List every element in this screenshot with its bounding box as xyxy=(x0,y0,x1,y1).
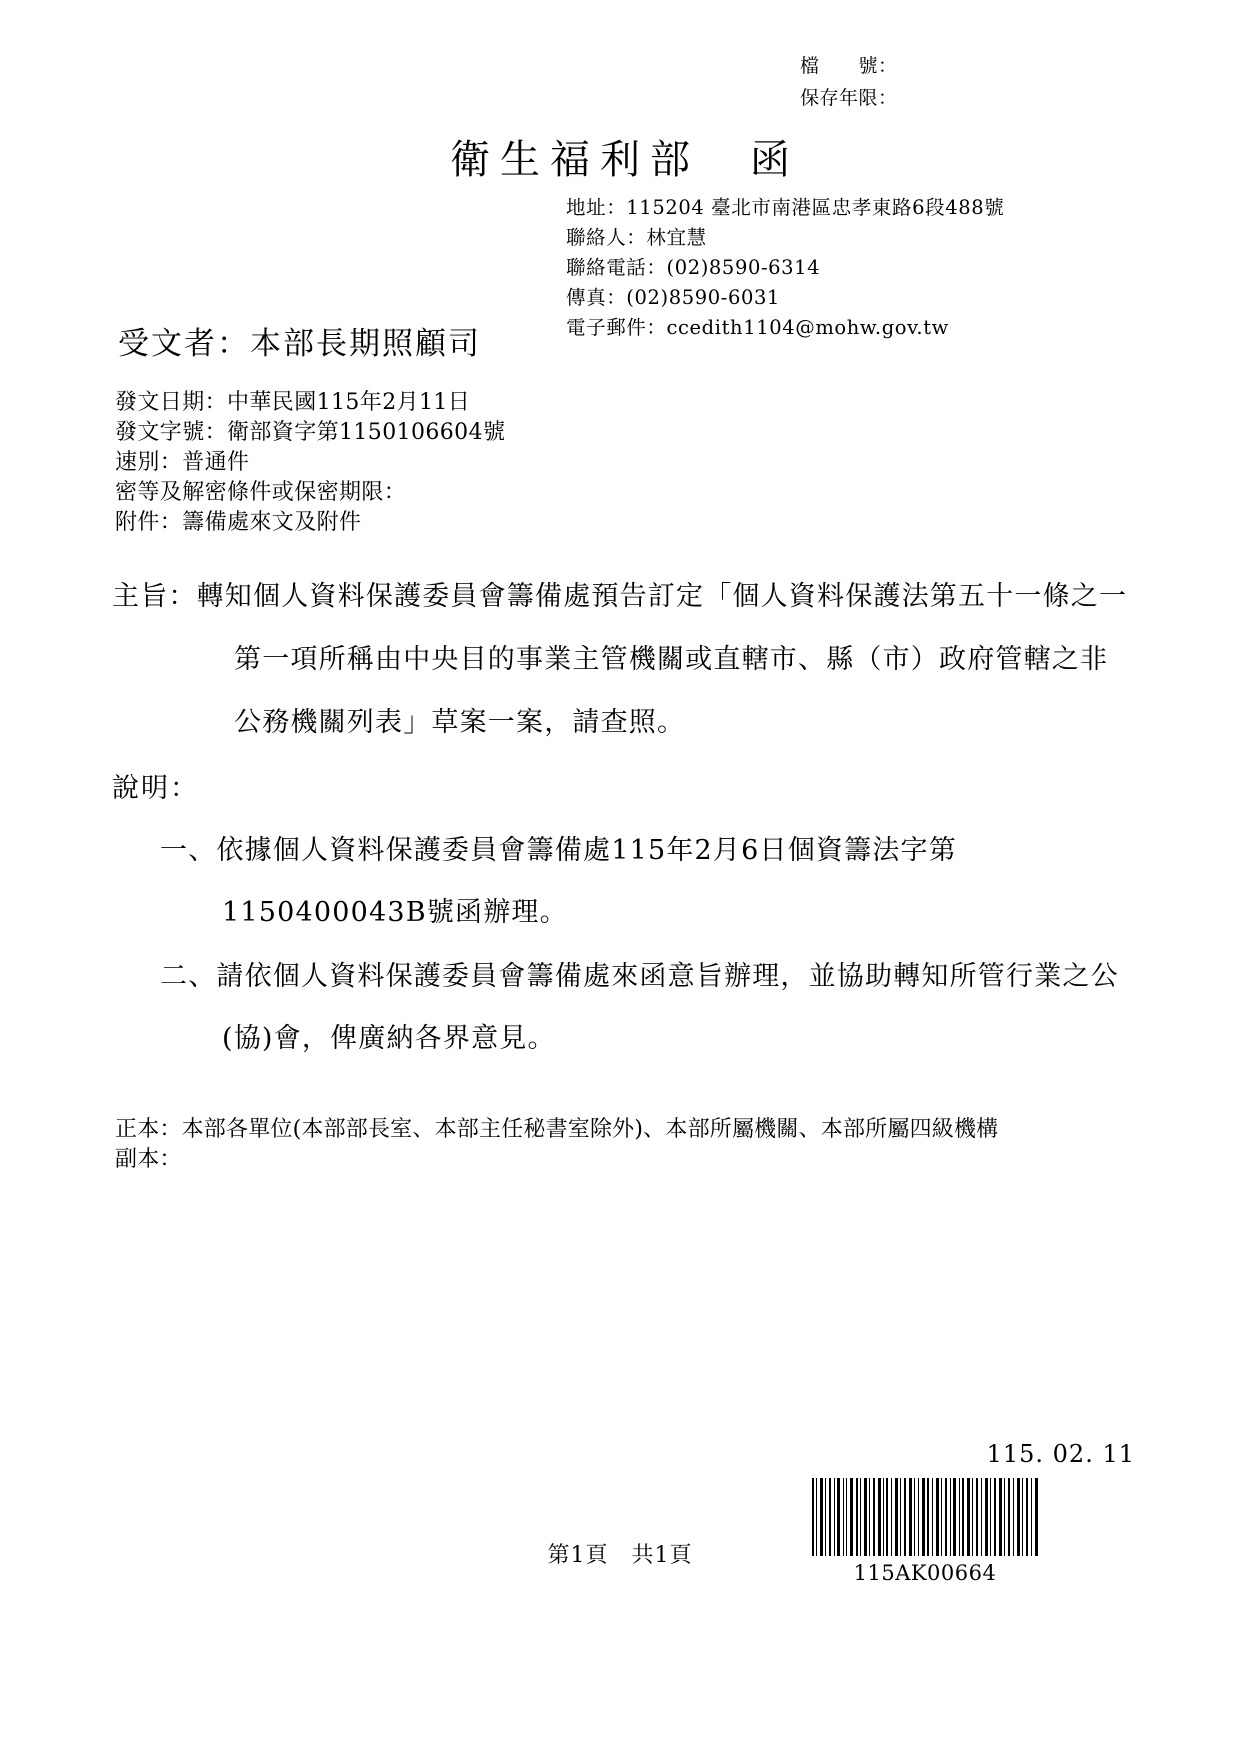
archive-header xyxy=(800,50,898,114)
subject-text: 轉知個人資料保護委員會籌備處預告訂定「個人資料保護法第五十一條之一第一項所稱由中央目的事業主管機關或直轄市、縣（市）政府管轄之非公務機關列表」草案一案，請查照。 xyxy=(196,581,1128,738)
document-body xyxy=(112,565,1128,1076)
subject-label: 主旨： xyxy=(112,581,197,612)
document-meta-block xyxy=(115,388,505,538)
sender-contact-block xyxy=(566,193,1004,343)
page-number: 第1頁 共1頁 xyxy=(547,1543,693,1568)
sender-email: 電子郵件：ccedith1104@mohw.gov.tw xyxy=(566,316,949,339)
sender-contact-person: 聯絡人：林宜慧 xyxy=(566,226,707,249)
distribution-block xyxy=(115,1115,1125,1175)
issue-date: 發文日期：中華民國115年2月11日 xyxy=(115,390,471,415)
explanation-label: 說明： xyxy=(112,773,199,804)
subject-paragraph xyxy=(112,565,1128,754)
sender-phone: 聯絡電話：(02)8590-6314 xyxy=(566,256,821,279)
sender-fax: 傳真：(02)8590-6031 xyxy=(566,286,780,309)
date-stamp: 115. 02. 11 xyxy=(986,1440,1135,1468)
explanation-item-1: 一、依據個人資料保護委員會籌備處115年2月6日個資籌法字第1150400043B號函辦理。 xyxy=(160,835,957,928)
retention-period-label: 保存年限： xyxy=(800,87,898,109)
classification-level: 密等及解密條件或保密期限： xyxy=(115,480,407,505)
subject-section xyxy=(112,565,1128,754)
distribution-original: 正本：本部各單位(本部部長室、本部主任秘書室除外)、本部所屬機關、本部所屬四級機構 xyxy=(115,1117,999,1142)
document-title: 衛生福利部 函 xyxy=(450,137,800,183)
document-number: 發文字號：衛部資字第1150106604號 xyxy=(115,420,506,445)
barcode-label: 115AK00664 xyxy=(853,1561,997,1585)
explanation-section xyxy=(112,760,1128,1070)
attachment-line: 附件：籌備處來文及附件 xyxy=(115,510,362,535)
speed-level: 速別：普通件 xyxy=(115,450,250,475)
recipient-line: 受文者：本部長期照顧司 xyxy=(118,326,481,362)
sender-address: 地址：115204 臺北市南港區忠孝東路6段488號 xyxy=(566,196,1005,219)
explanation-item-2: 二、請依個人資料保護委員會籌備處來函意旨辦理，並協助轉知所管行業之公(協)會，俾廣納各界意見。 xyxy=(160,961,1119,1054)
distribution-copy: 副本： xyxy=(115,1147,182,1172)
file-number-label: 檔 號： xyxy=(800,55,898,77)
